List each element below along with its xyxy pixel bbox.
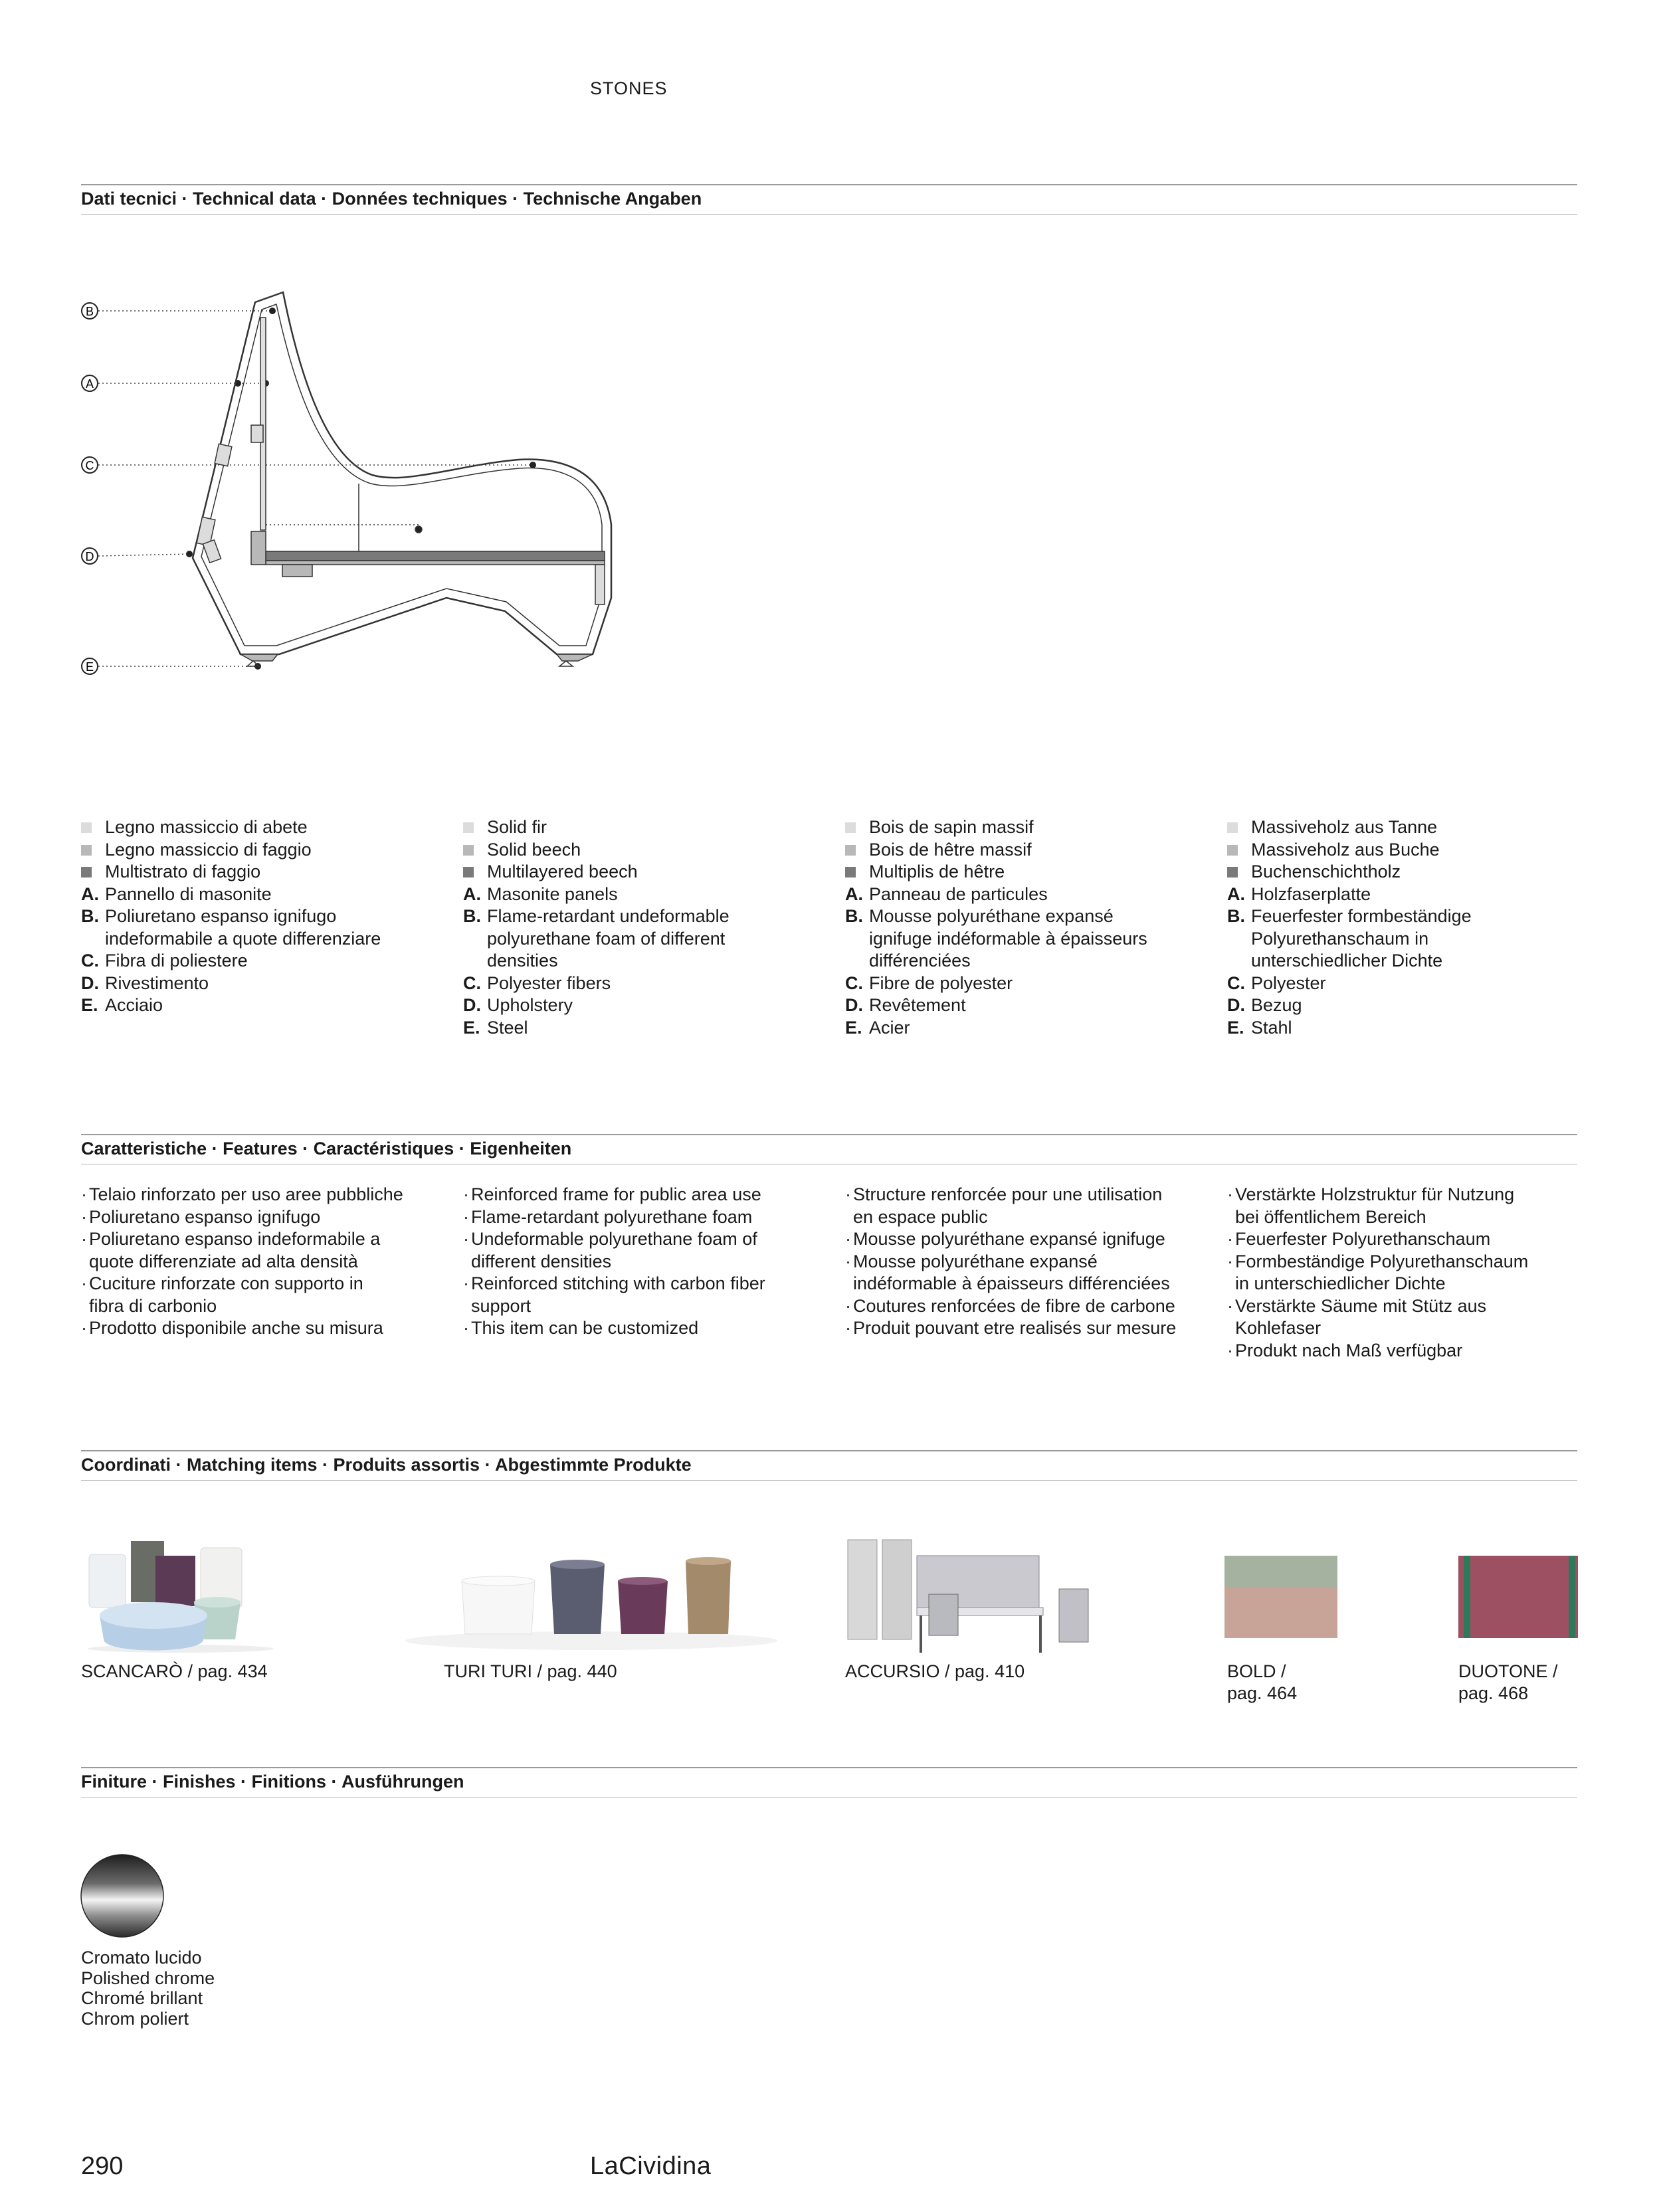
component-label-line: Flame-retardant undeformable [487, 906, 730, 926]
feature-line: · Poliuretano espanso indeformabile a [89, 1229, 381, 1249]
svg-text:C: C [85, 459, 94, 472]
features-column [463, 1184, 835, 1340]
material-label: Massiveholz aus Buche [1251, 839, 1440, 860]
feature-line: · Reinforced stitching with carbon fiber [471, 1273, 765, 1293]
material-label: Bois de sapin massif [869, 817, 1034, 837]
svg-text:A: A [85, 377, 94, 391]
component-row [463, 972, 822, 995]
component-label-line: différenciées [869, 951, 971, 970]
feature-line: en espace public [853, 1206, 988, 1227]
features-column [81, 1184, 453, 1340]
matching-item-line: DUOTONE / [1458, 1661, 1558, 1681]
component-label-line: densities [487, 951, 558, 970]
component-key: D. [463, 995, 481, 1015]
matching-item-line: SCANCARÒ / pag. 434 [81, 1661, 268, 1681]
material-swatch [1227, 822, 1238, 833]
feature-item [1227, 1251, 1599, 1295]
component-row [81, 950, 440, 972]
component-label [1251, 883, 1371, 906]
feature-line: · Reinforced frame for public area use [471, 1184, 761, 1204]
component-label-line: unterschiedlicher Dichte [1251, 951, 1443, 970]
polished-chrome-swatch [80, 1853, 165, 1938]
feature-item [1227, 1340, 1599, 1362]
finish-label-line: Chromé brillant [81, 1988, 203, 2008]
component-label [487, 972, 611, 995]
feature-line: bei öffentlichem Bereich [1235, 1206, 1426, 1227]
material-swatch [81, 867, 92, 877]
matching-item-link[interactable] [845, 1661, 1025, 1683]
material-swatch [845, 822, 856, 833]
component-label [1251, 905, 1472, 972]
component-label-line: Acier [869, 1017, 910, 1038]
component-key: E. [81, 995, 98, 1015]
component-key: B. [1227, 906, 1245, 926]
material-row [1227, 861, 1586, 883]
feature-item [845, 1295, 1217, 1318]
features-section-title: Caratteristiche · Features · Caractéristiques · Eigenheiten [81, 1139, 572, 1158]
material-swatch [845, 845, 856, 856]
feature-item [463, 1228, 835, 1273]
feature-item [463, 1206, 835, 1229]
features-column [845, 1184, 1217, 1340]
technical-legend-column [1227, 816, 1586, 1039]
feature-line: in unterschiedlicher Dichte [1235, 1273, 1446, 1293]
feature-line: · Mousse polyuréthane expansé ignifuge [853, 1229, 1165, 1249]
section-rule-top [81, 1767, 1577, 1768]
feature-item [463, 1184, 835, 1206]
finish-label-line: Polished chrome [81, 1968, 215, 1988]
finishes-section-title: Finiture · Finishes · Finitions · Ausführungen [81, 1772, 464, 1792]
section-rule-top [81, 1134, 1577, 1135]
component-label-line: ignifuge indéformable à épaisseurs [869, 928, 1147, 949]
component-label-line: Fibre de polyester [869, 972, 1013, 993]
features-column [1227, 1184, 1599, 1362]
component-row [845, 972, 1204, 995]
component-key: A. [845, 883, 863, 904]
component-label-line: Feuerfester formbeständige [1251, 906, 1472, 926]
component-label-line: Fibra di poliestere [105, 951, 248, 970]
component-label-line: Acciaio [105, 995, 163, 1015]
feature-item [463, 1273, 835, 1317]
feature-item [845, 1184, 1217, 1228]
feature-item [81, 1206, 453, 1229]
material-row [81, 839, 440, 862]
feature-line: · Poliuretano espanso ignifugo [89, 1206, 321, 1227]
feature-line: · Produit pouvant etre realisés sur mesure [853, 1318, 1177, 1338]
feature-line: · Verstärkte Holzstruktur für Nutzung [1235, 1184, 1515, 1204]
component-key: D. [81, 972, 99, 993]
component-label-line: Bezug [1251, 995, 1302, 1015]
accursio-thumbnail [842, 1534, 1122, 1661]
finish-label-line: Cromato lucido [81, 1948, 202, 1968]
component-key: B. [463, 906, 481, 926]
component-label [869, 994, 966, 1017]
feature-line: · Structure renforcée pour une utilisation [853, 1184, 1163, 1204]
section-rule-bottom [81, 1480, 1577, 1481]
feature-line: Kohlefaser [1235, 1318, 1321, 1338]
component-key: D. [845, 995, 863, 1015]
feature-item [463, 1317, 835, 1340]
component-label [869, 905, 1147, 972]
bold-thumbnail [1224, 1556, 1344, 1641]
material-label: Solid fir [487, 817, 547, 837]
material-swatch [463, 822, 474, 833]
material-label: Multistrato di faggio [105, 862, 261, 881]
feature-item [1227, 1295, 1599, 1340]
feature-line: · Flame-retardant polyurethane foam [471, 1206, 753, 1227]
material-swatch [463, 845, 474, 856]
feature-line: quote differenziate ad alta densità [89, 1251, 358, 1271]
marker-b [82, 303, 276, 319]
matching-item-link[interactable] [81, 1661, 268, 1683]
component-key: E. [463, 1017, 480, 1038]
component-label [1251, 994, 1302, 1017]
component-label [105, 905, 381, 950]
feature-line: · This item can be customized [471, 1318, 699, 1338]
material-label: Solid beech [487, 839, 581, 860]
feature-line: · Telaio rinforzato per uso aree pubbliche [89, 1184, 403, 1204]
matching-item-line: TURI TURI / pag. 440 [444, 1661, 617, 1681]
material-row [463, 816, 822, 839]
feature-line: · Feuerfester Polyurethanschaum [1235, 1229, 1491, 1249]
technical-diagram [73, 279, 631, 678]
component-label [487, 1017, 528, 1040]
component-label [1251, 972, 1326, 995]
section-rule-bottom [81, 214, 1577, 215]
feature-line: · Produkt nach Maß verfügbar [1235, 1340, 1463, 1360]
marker-d [82, 548, 193, 564]
component-key: B. [845, 906, 863, 926]
component-row [845, 883, 1204, 906]
feature-item [845, 1228, 1217, 1251]
component-row [845, 994, 1204, 1017]
component-label-line: Polyester [1251, 972, 1326, 993]
material-row [845, 816, 1204, 839]
section-rule-bottom [81, 1797, 1577, 1798]
feature-item [81, 1317, 453, 1340]
feature-item [81, 1184, 453, 1206]
technical-section-title: Dati tecnici · Technical data · Données techniques · Technische Angaben [81, 189, 702, 209]
component-label-line: indeformabile a quote differenziare [105, 928, 381, 949]
component-row [845, 1017, 1204, 1040]
matching-item-line: ACCURSIO / pag. 410 [845, 1661, 1025, 1681]
finish-label [81, 1948, 215, 2029]
technical-legend-column [845, 816, 1204, 1039]
feature-line: · Formbeständige Polyurethanschaum [1235, 1251, 1529, 1271]
page-number: 290 [81, 2152, 124, 2180]
material-row [845, 861, 1204, 883]
marker-e [82, 658, 261, 674]
matching-item-line: BOLD / [1227, 1661, 1286, 1681]
component-label-line: Revêtement [869, 995, 966, 1015]
brand-name: LaCividina [590, 2152, 712, 2180]
feature-line: indéformable à épaisseurs différenciées [853, 1273, 1170, 1293]
material-label: Multiplis de hêtre [869, 862, 1005, 881]
feature-line: · Coutures renforcées de fibre de carbone [853, 1295, 1175, 1316]
component-label [105, 972, 209, 995]
component-row [463, 905, 822, 972]
component-label [105, 883, 272, 906]
component-row [1227, 883, 1586, 906]
component-row [1227, 972, 1586, 995]
component-row [1227, 905, 1586, 972]
matching-item-line: pag. 468 [1458, 1683, 1529, 1703]
component-label [869, 972, 1013, 995]
component-label-line: Polyester fibers [487, 972, 611, 993]
feature-item [845, 1251, 1217, 1295]
component-key: A. [81, 883, 99, 904]
material-swatch [1227, 845, 1238, 856]
svg-text:E: E [85, 660, 94, 674]
diagram-markers [82, 303, 536, 674]
component-label-line: Rivestimento [105, 972, 209, 993]
component-row [81, 905, 440, 950]
material-row [845, 839, 1204, 862]
material-row [463, 839, 822, 862]
marker-a [82, 375, 269, 391]
feature-item [81, 1273, 453, 1317]
technical-legend-column [463, 816, 822, 1039]
material-row [1227, 816, 1586, 839]
component-label [487, 905, 730, 972]
feature-line: different densities [471, 1251, 612, 1271]
component-label-line: Mousse polyuréthane expansé [869, 906, 1114, 926]
material-row [81, 816, 440, 839]
material-label: Multilayered beech [487, 862, 638, 881]
component-label [487, 994, 573, 1017]
feature-line: · Undeformable polyurethane foam of [471, 1229, 757, 1249]
feature-line: · Mousse polyuréthane expansé [853, 1251, 1098, 1271]
material-label: Legno massiccio di abete [105, 817, 308, 837]
matching-item-link[interactable] [1227, 1661, 1297, 1705]
feature-item [1227, 1228, 1599, 1251]
svg-text:B: B [85, 305, 94, 318]
finish-label-line: Chrom poliert [81, 2008, 189, 2029]
component-row [463, 1017, 822, 1040]
feature-line: · Cuciture rinforzate con supporto in [89, 1273, 363, 1293]
component-row [81, 994, 440, 1017]
component-label-line: polyurethane foam of different [487, 928, 726, 949]
component-label [1251, 1017, 1292, 1040]
component-row [1227, 994, 1586, 1017]
component-label [105, 950, 248, 972]
component-label-line: Pannello di masonite [105, 883, 272, 904]
duotone-thumbnail [1458, 1556, 1578, 1642]
material-row [81, 861, 440, 883]
material-swatch [845, 867, 856, 877]
material-label: Buchenschichtholz [1251, 862, 1401, 881]
turi-turi-thumbnail [399, 1528, 784, 1654]
component-key: C. [463, 972, 481, 993]
matching-item-line: pag. 464 [1227, 1683, 1298, 1703]
section-rule-top [81, 1450, 1577, 1451]
component-key: E. [1227, 1017, 1244, 1038]
chair-outline [193, 292, 611, 654]
material-swatch [81, 822, 92, 833]
feature-line: · Verstärkte Säume mit Stütz aus [1235, 1295, 1487, 1316]
component-key: C. [845, 972, 863, 993]
component-label-line: Steel [487, 1017, 528, 1038]
component-label-line: Poliuretano espanso ignifugo [105, 906, 337, 926]
technical-legend-column [81, 816, 440, 1017]
component-label [869, 1017, 910, 1040]
component-row [81, 883, 440, 906]
material-swatch [1227, 867, 1238, 877]
component-label [105, 994, 163, 1017]
material-row [463, 861, 822, 883]
component-key: E. [845, 1017, 862, 1038]
component-key: A. [463, 883, 481, 904]
component-key: A. [1227, 883, 1245, 904]
feature-item [845, 1317, 1217, 1340]
material-label: Legno massiccio di faggio [105, 839, 312, 860]
component-key: D. [1227, 995, 1245, 1015]
matching-section-title: Coordinati · Matching items · Produits assortis · Abgestimmte Produkte [81, 1455, 692, 1475]
component-key: C. [1227, 972, 1245, 993]
component-label-line: Upholstery [487, 995, 573, 1015]
feature-line: · Prodotto disponibile anche su misura [89, 1318, 383, 1338]
feature-line: support [471, 1295, 532, 1316]
scancaro-thumbnail [81, 1528, 280, 1654]
component-row [845, 905, 1204, 972]
section-rule-top [81, 184, 1577, 185]
component-key: B. [81, 906, 99, 926]
material-swatch [81, 845, 92, 856]
feature-item [81, 1228, 453, 1273]
component-row [81, 972, 440, 995]
svg-text:D: D [85, 550, 94, 563]
matching-item-link[interactable] [1458, 1661, 1558, 1705]
material-row [1227, 839, 1586, 862]
feature-line: fibra di carbonio [89, 1295, 217, 1316]
component-label [487, 883, 618, 906]
feature-item [1227, 1184, 1599, 1228]
component-label-line: Panneau de particules [869, 883, 1048, 904]
component-row [463, 883, 822, 906]
component-label-line: Stahl [1251, 1017, 1292, 1038]
component-label-line: Masonite panels [487, 883, 618, 904]
component-label-line: Holzfaserplatte [1251, 883, 1371, 904]
component-key: C. [81, 951, 99, 970]
material-label: Bois de hêtre massif [869, 839, 1032, 860]
matching-item-link[interactable] [444, 1661, 617, 1683]
component-row [463, 994, 822, 1017]
material-swatch [463, 867, 474, 877]
marker-c [82, 457, 536, 473]
component-row [1227, 1017, 1586, 1040]
component-label-line: Polyurethanschaum in [1251, 928, 1429, 949]
component-label [869, 883, 1048, 906]
page-header-title: STONES [590, 78, 668, 98]
material-label: Massiveholz aus Tanne [1251, 817, 1438, 837]
